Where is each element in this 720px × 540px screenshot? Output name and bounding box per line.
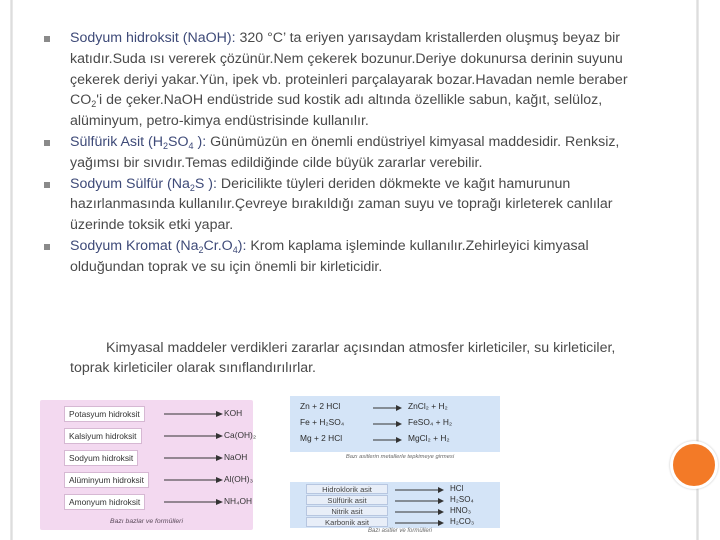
arrow-right-icon	[162, 476, 224, 484]
arrow-right-icon	[394, 519, 444, 527]
bullet-sulfuric-acid	[44, 132, 654, 174]
base-row	[40, 428, 257, 444]
acid-name: Hidroklorik asit	[306, 484, 388, 494]
bullet-text-cont: 'i de çeker.NaOH endüstride sud kostik adı altında özellikle sabun, kağıt, selüloz, alüminyum, petro-kimya endüstrisinde kullanılır.	[70, 92, 603, 130]
reaction-products: MgCl₂ + H₂	[408, 433, 450, 443]
acids-figure	[290, 482, 500, 528]
base-row	[40, 450, 253, 466]
arrow-right-icon	[372, 420, 402, 428]
acid-row	[290, 506, 500, 517]
decorative-orange-circle	[670, 441, 718, 489]
arrow-right-icon	[394, 497, 444, 505]
reaction-row	[290, 400, 500, 414]
base-formula: Al(OH)₃	[224, 474, 253, 484]
arrow-right-icon	[372, 436, 402, 444]
bullet-title: Sülfürik Asit ($H_2SO_4$ ):	[70, 133, 207, 151]
bullet-list	[44, 28, 654, 278]
bullet-title: Sodyum Kromat $(Na_2Cr.O_4)$:	[70, 237, 247, 255]
arrow-right-icon	[394, 508, 444, 516]
base-formula: Ca(OH)₂	[224, 430, 257, 440]
subscript: 2	[91, 99, 97, 110]
acid-row	[290, 495, 500, 506]
bullet-text: 320 °C’ ta eriyen yarısaydam kristallerden oluşmuş beyaz bir katıdır.Suda ısı vererek çözünür.Nem çekerek bozunur.Deriye dokunursa derinin suyunu çekerek deriyi yakar.Yün, ipek vb. proteinleri parçalayarak bozar.Havadan nemle beraber CO	[70, 30, 628, 109]
acid-row	[290, 484, 500, 495]
base-formula: KOH	[224, 408, 243, 418]
square-bullet-icon	[44, 140, 50, 146]
bullet-sodium-hydroxide	[44, 28, 654, 132]
arrow-right-icon	[372, 404, 402, 412]
reactions-caption: Bazı asitlerin metallerle tepkimeye girmesi	[345, 454, 455, 460]
acid-formula: HNO₃	[450, 506, 472, 515]
base-formula: NH₄OH	[224, 496, 253, 506]
acids-caption: Bazı asitler ve formülleri	[367, 528, 433, 534]
base-row	[40, 406, 253, 422]
bullet-text: Günümüzün en önemli endüstriyel kimyasal maddesidir. Renksiz, yağımsı bir sıvıdır.Temas edildiğinde cilde büyük zararlar verebilir.	[70, 133, 620, 171]
base-name: Alüminyum hidroksit	[64, 472, 149, 488]
base-formula: NaOH	[224, 452, 248, 462]
acid-name: Karbonik asit	[306, 517, 388, 527]
acid-formula: HCl	[450, 484, 464, 493]
summary-paragraph: Kimyasal maddeler verdikleri zararlar açısından atmosfer kirleticiler, su kirleticiler, toprak kirleticiler olarak sınıflandırılırlar.	[70, 340, 616, 376]
bases-table-figure	[40, 400, 257, 530]
bullet-title: Sodyum Sülfür ($Na_2S$ ):	[70, 175, 217, 193]
reaction-products: ZnCl₂ + H₂	[408, 401, 448, 411]
reaction-reactants: Mg + 2 HCl	[300, 433, 343, 443]
reaction-reactants: Fe + H₂SO₄	[300, 417, 345, 427]
base-row	[40, 472, 253, 488]
base-name: Sodyum hidroksit	[64, 450, 138, 466]
reactions-figure	[290, 396, 500, 452]
arrow-right-icon	[162, 432, 224, 440]
acid-row	[290, 517, 500, 528]
reaction-row	[290, 416, 500, 430]
acid-name: Nitrik asit	[306, 506, 388, 516]
bullet-title: Sodyum hidroksit (NaOH):	[70, 30, 236, 46]
base-name: Potasyum hidroksit	[64, 406, 145, 422]
acid-formula: H₂CO₃	[450, 517, 475, 526]
arrow-right-icon	[394, 486, 444, 494]
base-name: Kalsiyum hidroksit	[64, 428, 142, 444]
left-frame-line	[10, 0, 13, 540]
base-name: Amonyum hidroksit	[64, 494, 145, 510]
arrow-right-icon	[162, 498, 224, 506]
bullet-sodium-chromate	[44, 236, 654, 278]
bullet-text: Krom kaplama işleminde kullanılır.Zehirleyici kimyasal olduğundan toprak ve su için önemli bir kirleticidir.	[70, 237, 589, 275]
bullet-sodium-sulfide	[44, 174, 654, 236]
arrow-right-icon	[162, 410, 224, 418]
square-bullet-icon	[44, 36, 50, 42]
base-row	[40, 494, 253, 510]
arrow-right-icon	[162, 454, 224, 462]
square-bullet-icon	[44, 182, 50, 188]
bullet-text: Dericilikte tüyleri deriden dökmekte ve kağıt hamurunun hazırlanmasında kullanılır.Çevreye bırakıldığı zaman suyu ve toprağı kirleterek canlılar üzerinde toksik etki yapar.	[70, 175, 613, 234]
bases-caption: Bazı bazlar ve formülleri	[110, 518, 183, 525]
acid-formula: H₂SO₄	[450, 495, 474, 504]
acid-name: Sülfürik asit	[306, 495, 388, 505]
square-bullet-icon	[44, 244, 50, 250]
reaction-products: FeSO₄ + H₂	[408, 417, 453, 427]
reaction-reactants: Zn + 2 HCl	[300, 401, 341, 411]
reaction-row	[290, 432, 500, 446]
